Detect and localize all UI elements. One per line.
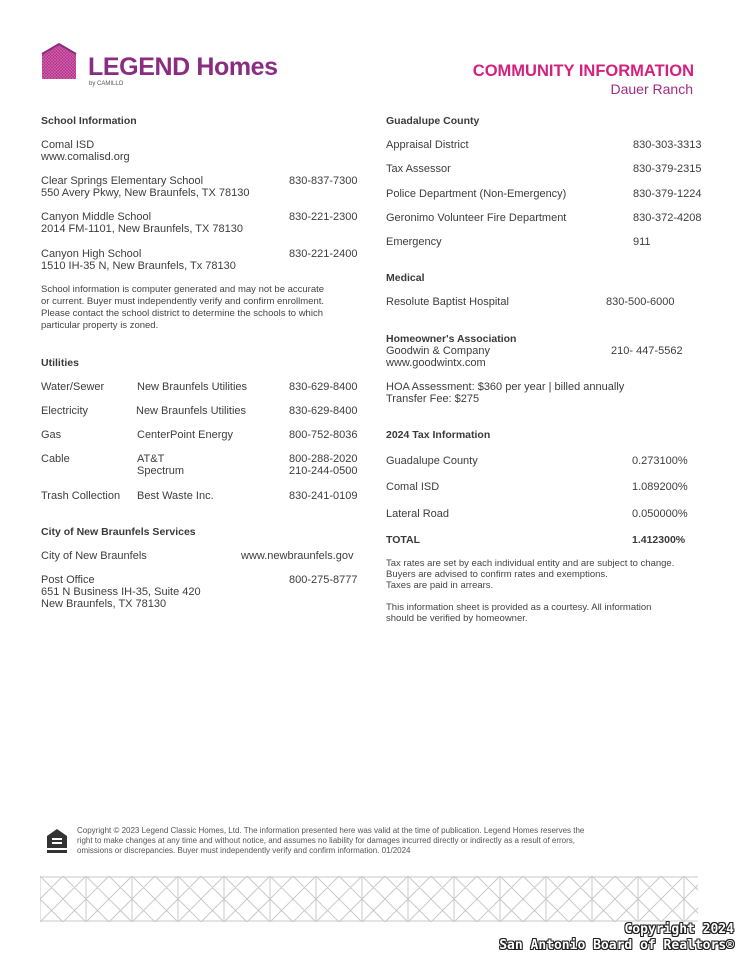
utility-phone: 830-629-8400 [289, 381, 358, 393]
tax-row-label: Lateral Road [386, 508, 449, 520]
hoa-company: Goodwin & Company [386, 345, 490, 357]
post-office-label: Post Office [41, 574, 95, 586]
utility-type: Cable [41, 453, 70, 465]
tax-note-line: Tax rates are set by each individual entity and are subject to change. [386, 558, 675, 569]
hoa-assessment: HOA Assessment: $360 per year | billed annually [386, 381, 625, 393]
utility-provider: New Braunfels Utilities [136, 405, 247, 417]
school-address: 1510 IH-35 N, New Braunfels, Tx 78130 [41, 260, 236, 272]
hospital-phone: 830-500-6000 [606, 296, 675, 308]
school-district: Comal ISD [41, 139, 95, 151]
tax-row-rate: 1.089200% [632, 481, 688, 493]
school-note-line: particular property is zoned. [41, 320, 159, 331]
utility-phone: 800-752-8036 [289, 429, 358, 441]
hoa-phone: 210- 447-5562 [611, 345, 683, 357]
utility-phone: 830-629-8400 [289, 405, 358, 417]
county-row-phone: 830-379-1224 [633, 188, 702, 200]
school-name: Clear Springs Elementary School [41, 175, 204, 187]
school-heading: School Information [41, 115, 137, 127]
utility-type: Gas [41, 429, 62, 441]
hoa-transfer-fee: Transfer Fee: $275 [386, 393, 480, 405]
lattice-pattern [40, 876, 698, 922]
utility-type: Electricity [41, 405, 89, 417]
tax-note-line: Buyers are advised to confirm rates and exemptions. [386, 569, 608, 580]
utility-provider: AT&T [137, 453, 165, 465]
legal-line: omissions or discrepancies. Buyer must independently verify and confirm information. 01/2024 [77, 846, 411, 855]
city-link[interactable]: www.newbraunfels.gov [241, 550, 354, 562]
community-name: Dauer Ranch [610, 81, 693, 97]
utility-provider: CenterPoint Energy [137, 429, 233, 441]
hospital-name: Resolute Baptist Hospital [386, 296, 509, 308]
legal-line: right to make changes at any time and without notice, and assumes no liability for damages incurred directly or indirectly as a result of errors, [77, 836, 576, 845]
tax-row-rate: 0.050000% [632, 508, 688, 520]
tax-row-rate: 0.273100% [632, 455, 688, 467]
tax-row-label: Guadalupe County [386, 455, 478, 467]
utility-type: Water/Sewer [41, 381, 105, 393]
school-note-line: Please contact the school district to determine the schools to which [41, 308, 323, 319]
county-row-phone: 830-372-4208 [633, 212, 702, 224]
utility-provider: Spectrum [137, 465, 185, 477]
courtesy-note-line: This information sheet is provided as a courtesy. All information [386, 602, 652, 613]
utility-phone: 800-288-2020 [289, 453, 358, 465]
county-row-label: Emergency [386, 236, 442, 248]
tax-heading: 2024 Tax Information [386, 429, 491, 441]
school-name: Canyon Middle School [41, 211, 152, 223]
county-row-label: Geronimo Volunteer Fire Department [386, 212, 567, 224]
city-heading: City of New Braunfels Services [41, 526, 196, 538]
equal-housing-icon [46, 828, 68, 854]
school-phone: 830-221-2400 [289, 248, 358, 260]
courtesy-note-line: should be verified by homeowner. [386, 613, 528, 624]
school-phone: 830-837-7300 [289, 175, 358, 187]
utility-phone: 210-244-0500 [289, 465, 358, 477]
utility-provider: New Braunfels Utilities [137, 381, 248, 393]
tax-note-line: Taxes are paid in arrears. [386, 580, 494, 591]
county-row-phone: 830-379-2315 [633, 163, 702, 175]
legend-homes-logo-icon [40, 42, 78, 80]
realtors-watermark: San Antonio Board of Realtors® [499, 938, 734, 953]
utility-phone: 830-241-0109 [289, 490, 358, 502]
school-address: 2014 FM-1101, New Braunfels, TX 78130 [41, 223, 243, 235]
utility-provider: Best Waste Inc. [137, 490, 214, 502]
page-title: COMMUNITY INFORMATION [472, 62, 694, 80]
school-name: Canyon High School [41, 248, 142, 260]
post-office-address: 651 N Business IH-35, Suite 420 [41, 586, 201, 598]
tax-total-label: TOTAL [386, 534, 421, 546]
school-address: 550 Avery Pkwy, New Braunfels, TX 78130 [41, 187, 250, 199]
post-office-address: New Braunfels, TX 78130 [41, 598, 167, 610]
city-name: City of New Braunfels [41, 550, 147, 562]
tax-total-rate: 1.412300% [632, 534, 686, 546]
county-heading: Guadalupe County [386, 115, 480, 127]
school-note-line: or current. Buyer must independently verify and confirm enrollment. [41, 296, 325, 307]
school-note-line: School information is computer generated and may not be accurate [41, 284, 325, 295]
county-row-phone: 911 [633, 236, 651, 248]
utility-type: Trash Collection [41, 490, 121, 502]
county-row-label: Tax Assessor [386, 163, 451, 175]
medical-heading: Medical [386, 272, 425, 284]
school-district-link[interactable]: www.comalisd.org [41, 151, 130, 163]
school-phone: 830-221-2300 [289, 211, 358, 223]
county-row-label: Police Department (Non-Emergency) [386, 188, 567, 200]
county-row-phone: 830-303-3313 [633, 139, 702, 151]
utilities-heading: Utilities [41, 357, 79, 369]
decorative-lattice-band [40, 876, 698, 922]
county-row-label: Appraisal District [386, 139, 469, 151]
brand-name: LEGEND Homes [88, 53, 278, 81]
legal-line: Copyright © 2023 Legend Classic Homes, Ltd. The information presented here was valid at the time of publication. Legend Homes reserves the [77, 826, 585, 835]
hoa-link[interactable]: www.goodwintx.com [386, 357, 486, 369]
hoa-heading: Homeowner's Association [386, 333, 517, 345]
tax-row-label: Comal ISD [386, 481, 440, 493]
copyright-watermark: Copyright 2024 [624, 922, 734, 937]
brand-sub: by CAMILLO [89, 81, 124, 87]
post-office-phone: 800-275-8777 [289, 574, 358, 586]
